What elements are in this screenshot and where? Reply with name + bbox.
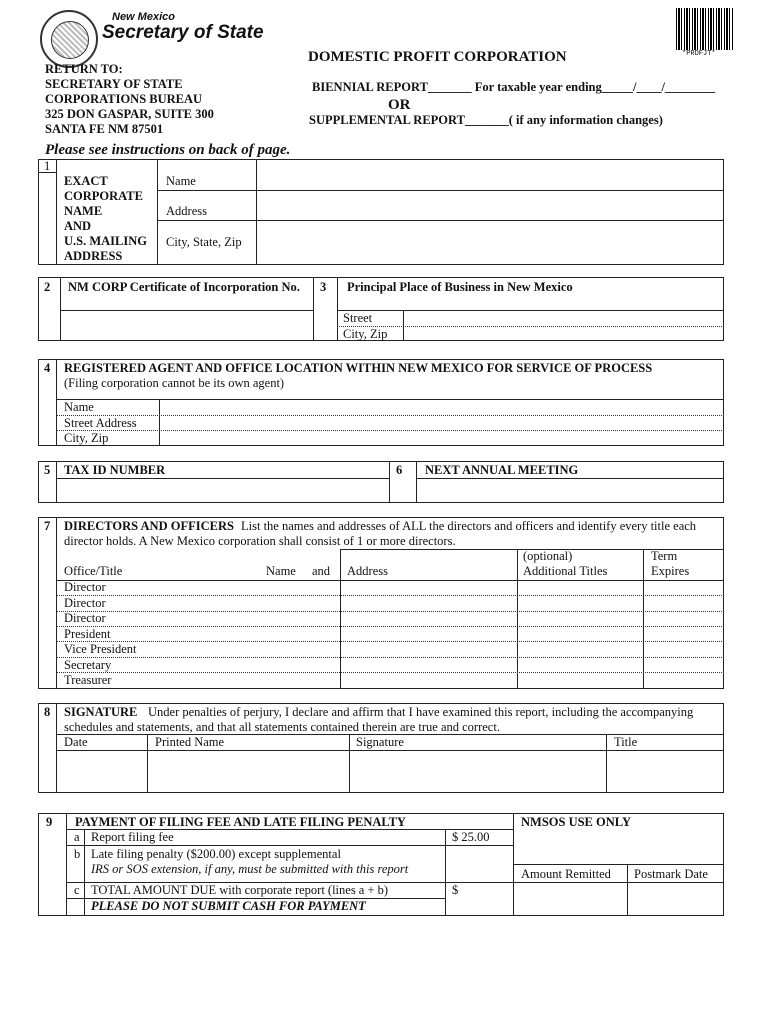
agent-city-field[interactable] (161, 431, 723, 445)
return-line: SANTA FE NM 87501 (45, 122, 164, 136)
corp-address-field[interactable] (258, 191, 722, 219)
logo-top-text: New Mexico (112, 11, 175, 23)
officer-address-field[interactable] (342, 581, 515, 688)
col-expires: Expires (651, 564, 690, 578)
agent-city-label: City, Zip (64, 431, 109, 445)
principal-city-field[interactable] (405, 327, 723, 340)
directors-officers-label: DIRECTORS AND OFFICERS (64, 519, 234, 533)
col-office-title: Office/Title (64, 564, 123, 578)
line-b-letter: b (74, 847, 81, 861)
col-and: and (312, 564, 331, 578)
col-optional: (optional) (523, 549, 573, 563)
officer-term-expires-field[interactable] (645, 581, 723, 688)
late-penalty-amount-field[interactable] (447, 847, 511, 881)
report-filing-fee-label: Report filing fee (91, 830, 174, 844)
section-number: 6 (396, 463, 403, 477)
city-zip-label: City, Zip (343, 327, 388, 341)
tax-id-field[interactable] (58, 480, 387, 502)
agent-street-label: Street Address (64, 416, 137, 430)
postmark-date-label: Postmark Date (634, 867, 708, 881)
registered-agent-note: (Filing corporation cannot be its own agent) (64, 376, 285, 390)
tax-id-label: TAX ID NUMBER (64, 463, 166, 477)
no-cash-warning: PLEASE DO NOT SUBMIT CASH FOR PAYMENT (91, 899, 366, 913)
sign-title-field[interactable] (608, 752, 723, 792)
s1-label-line: U.S. MAILING (64, 234, 147, 248)
s1-label-line: NAME (64, 204, 103, 218)
agent-name-label: Name (64, 400, 94, 414)
officer-row-label: Director (64, 596, 106, 610)
signature-declaration-2: schedules and statements, and that all statements contained therein are true and correct. (64, 720, 500, 734)
section-number: 9 (46, 815, 53, 829)
principal-street-field[interactable] (405, 311, 723, 325)
officer-row-label: Secretary (64, 658, 112, 672)
biennial-report-line: BIENNIAL REPORT_______ For taxable year ending_____/____/________ (312, 80, 715, 94)
registered-agent-label: REGISTERED AGENT AND OFFICE LOCATION WITHIN NEW MEXICO FOR SERVICE OF PROCESS (64, 361, 653, 375)
col-signature: Signature (356, 735, 404, 749)
signature-declaration-1: Under penalties of perjury, I declare and affirm that I have examined this report, including the accompanying (148, 705, 694, 719)
corp-name-field[interactable] (258, 160, 722, 189)
barcode-code: *PRDFJT* (682, 50, 716, 58)
nm-corp-cert-label: NM CORP Certificate of Incorporation No. (68, 280, 300, 294)
corp-city-label: City, State, Zip (166, 235, 242, 249)
officer-row-label: Vice President (64, 642, 137, 656)
late-filing-penalty-label: Late filing penalty ($200.00) except supplemental (91, 847, 341, 861)
s1-label-line: AND (64, 219, 92, 233)
return-line: CORPORATIONS BUREAU (45, 92, 203, 106)
col-printed-name: Printed Name (155, 735, 225, 749)
directors-instructions-1: List the names and addresses of ALL the directors and officers and identify every title each (241, 519, 697, 533)
s1-label-line: EXACT (64, 174, 108, 188)
next-annual-meeting-field[interactable] (418, 480, 722, 502)
signature-field[interactable] (351, 752, 604, 792)
logo-main-text: Secretary of State (102, 22, 264, 43)
line-c-letter: c (74, 883, 80, 897)
sign-printed-name-field[interactable] (149, 752, 347, 792)
next-annual-meeting-label: NEXT ANNUAL MEETING (425, 463, 579, 477)
line-a-letter: a (74, 830, 80, 844)
col-term: Term (651, 549, 678, 563)
col-additional-titles: Additional Titles (523, 564, 608, 578)
section-number: 3 (320, 280, 327, 294)
corp-name-label: Name (166, 174, 196, 188)
officer-additional-titles-field[interactable] (519, 581, 641, 688)
agent-street-field[interactable] (161, 416, 723, 429)
extension-note: IRS or SOS extension, if any, must be submitted with this report (91, 862, 409, 876)
return-line: SECRETARY OF STATE (45, 77, 183, 91)
payment-label: PAYMENT OF FILING FEE AND LATE FILING PENALTY (75, 815, 406, 829)
street-label: Street (343, 311, 373, 325)
section-number: 8 (44, 705, 51, 719)
col-date: Date (64, 735, 88, 749)
corp-city-field[interactable] (258, 221, 722, 264)
agent-name-field[interactable] (161, 400, 723, 414)
nm-corp-cert-field[interactable] (62, 312, 311, 340)
state-seal-logo (40, 10, 98, 68)
total-amount-field[interactable] (462, 884, 511, 914)
corp-address-label: Address (166, 204, 207, 218)
total-amount-due-value: $ (452, 883, 459, 897)
nmsos-use-only-label: NMSOS USE ONLY (521, 815, 631, 829)
section-number: 1 (44, 159, 51, 173)
barcode (676, 8, 734, 50)
officer-name-field[interactable] (150, 581, 338, 688)
col-address: Address (347, 564, 388, 578)
report-filing-fee-amount: $ 25.00 (452, 830, 490, 844)
col-name: Name (266, 564, 296, 578)
s1-label-line: CORPORATE (64, 189, 143, 203)
instructions-note: Please see instructions on back of page. (45, 142, 291, 158)
amount-remitted-label: Amount Remitted (521, 867, 611, 881)
total-amount-due-label: TOTAL AMOUNT DUE with corporate report (lines a + b) (91, 883, 389, 897)
officer-row-label: Treasurer (64, 673, 112, 687)
return-line: 325 DON GASPAR, SUITE 300 (45, 107, 214, 121)
signature-label: SIGNATURE (64, 705, 138, 719)
directors-instructions-2: director holds. A New Mexico corporation shall consist of 1 or more directors. (64, 534, 456, 548)
officer-row-label: Director (64, 580, 106, 594)
return-line: RETURN TO: (45, 62, 123, 76)
section-number: 7 (44, 519, 51, 533)
officer-row-label: Director (64, 611, 106, 625)
supplemental-report-line: SUPPLEMENTAL REPORT_______( if any information changes) (309, 113, 663, 127)
form-title: DOMESTIC PROFIT CORPORATION (308, 49, 567, 65)
section-number: 5 (44, 463, 51, 477)
officer-row-label: President (64, 627, 111, 641)
sign-date-field[interactable] (58, 752, 145, 792)
section-number: 4 (44, 361, 51, 375)
col-title: Title (614, 735, 638, 749)
section-number: 2 (44, 280, 51, 294)
principal-place-label: Principal Place of Business in New Mexico (347, 280, 573, 294)
s1-label-line: ADDRESS (64, 249, 123, 263)
or-text: OR (388, 97, 411, 113)
